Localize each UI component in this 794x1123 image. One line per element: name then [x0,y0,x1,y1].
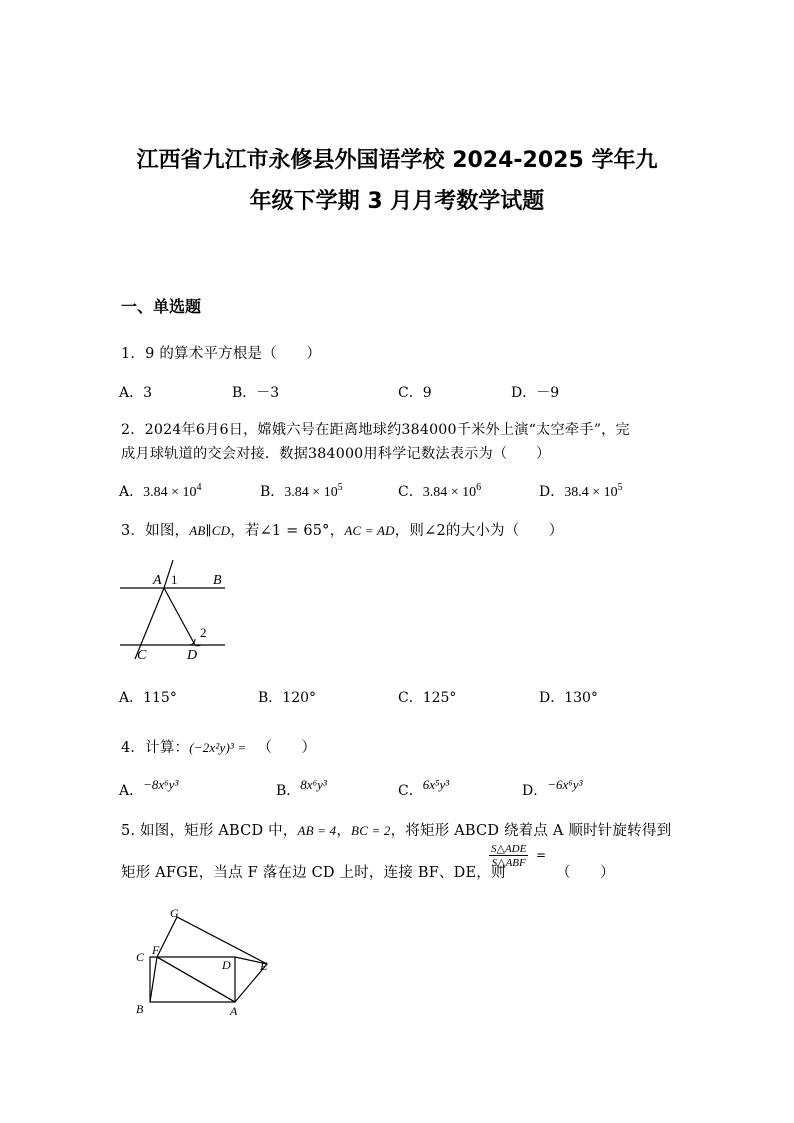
page-title-line2: 年级下学期 3 月月考数学试题 [249,189,545,214]
q3-option-d: D．130° [539,690,598,706]
q2-option-b: B．$3.84 \times 10^5$ [260,482,343,500]
label-a: A [230,1004,238,1018]
label-d: D [222,958,231,972]
question-3-stem: 3．如图，AB∥CD，若∠1 = 65°，AC = AD，则∠2的大小为（ ） [121,523,564,539]
q4-option-d: D．−6x⁶y³ [522,777,583,799]
q4-option-c: C．6x⁵y³ [398,777,450,799]
question-2-stem-line2: 成月球轨道的交会对接．数据384000用科学记数法表示为（ ） [121,446,551,462]
section-heading: 一、单选题 [121,297,202,316]
q1-option-a: A．3 [119,385,153,401]
q3-figure [115,555,235,665]
label-c: C [137,648,147,663]
question-2-stem-line1: 2．2024年6月6日，嫦娥六号在距离地球约384000千米外上演“太空牵手”，完 [121,422,630,438]
label-g: G [170,906,179,920]
label-f: F [152,943,160,957]
question-4-stem: 4．计算：(−2x²y)³ = （ ） [121,740,317,756]
page-title-line1: 江西省九江市永修县外国语学校 2024-2025 学年九 [136,148,658,173]
label-c: C [136,950,145,964]
label-b: B [213,573,222,588]
question-5-stem-line1: 5. 如图，矩形 ABCD 中，AB = 4，BC = 2，将矩形 ABCD 绕着点 A 顺时针旋转得到 [121,823,672,839]
q2-option-d: D．$38.4 \times 10^5$ [539,482,623,500]
question-1-stem: 1．9 的算术平方根是（ ） [121,346,322,362]
q2-option-c: C．$3.84 \times 10^6$ [398,482,482,500]
q5-figure [130,905,275,1020]
q4-option-b: B．8x⁶y³ [276,777,327,799]
q3-option-b: B．120° [258,690,317,706]
q2-option-a: A．$3.84 \times 10^4$ [119,482,202,500]
label-2: 2 [200,625,207,640]
question-5-answer-paren: （ ） [556,865,615,881]
q3-option-a: A．115° [119,690,177,706]
area-ratio-fraction: S△ADE S△ABF [491,843,527,869]
q1-option-d: D．－9 [511,385,560,401]
label-1: 1 [171,572,178,587]
q3-option-c: C．125° [398,690,457,706]
label-b: B [136,1002,144,1016]
q1-option-b: B．－3 [232,385,280,401]
q4-option-a: A．−8x⁶y³ [119,777,179,799]
label-a: A [153,573,162,588]
label-d: D [187,648,198,663]
label-e: E [260,959,268,973]
question-5-stem-line2: 矩形 AFGE，当点 F 落在边 CD 上时，连接 BF、DE，则 [121,865,506,881]
segment-ad [164,588,195,645]
q1-option-c: C．9 [398,385,432,401]
equals-sign: = [536,848,547,862]
